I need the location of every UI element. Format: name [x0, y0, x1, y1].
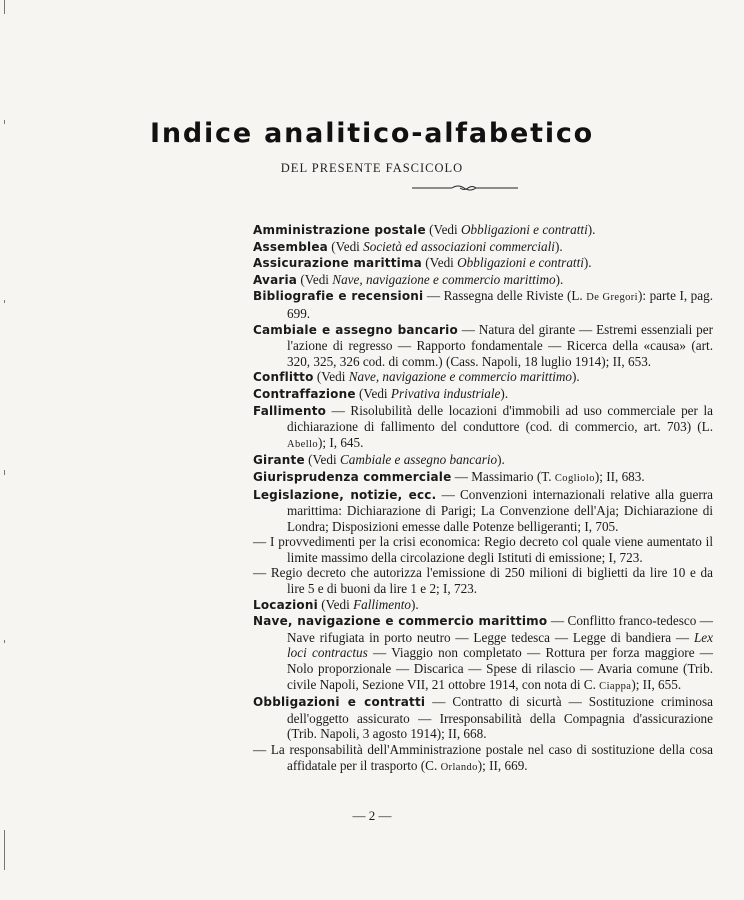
entry-text: (Vedi	[327, 238, 364, 254]
entry-reference: Nave, navigazione e commercio marittimo	[348, 369, 573, 385]
entry-heading: Assemblea	[253, 239, 328, 254]
index-entry	[253, 322, 713, 370]
entry-heading: Contraffazione	[253, 386, 356, 401]
entry-text: ); I, 645.	[317, 434, 364, 450]
binding-edge-mark	[4, 640, 5, 643]
page-subtitle: DEL PRESENTE FASCICOLO	[280, 161, 464, 175]
entry-text: (Vedi	[425, 222, 461, 237]
binding-edge-mark	[4, 470, 5, 475]
entry-text: — I provvedimenti per la crisi economica: Regio decreto col quale viene aumentato il limite massimo della circolazione degli Istituti di emissione; I, 723.	[253, 534, 713, 565]
entry-reference: Fallimento	[353, 596, 411, 612]
entry-author: Orlando	[440, 761, 478, 773]
index-entry	[253, 452, 713, 469]
entry-text: (Vedi	[355, 385, 391, 401]
entry-heading: Conflitto	[253, 370, 314, 385]
index-entry	[253, 239, 713, 256]
entry-reference: Obbligazioni e contratti	[457, 255, 584, 271]
entry-text: — Viaggio non completato — Rottura per forza maggiore — Nolo proporzionale — Discarica — Spese di rilascio — Avaria comune (Trib. civile Napoli, Sezione VII, 21 ottobre 1914, con nota di C.	[287, 645, 713, 692]
entry-text: — Massimario (T.	[451, 468, 555, 484]
entry-author: Abello	[287, 438, 318, 450]
entry-author: Cogliolo	[554, 472, 595, 484]
entry-text: (Vedi	[297, 271, 333, 287]
decorative-rule	[410, 183, 520, 193]
entry-heading: Amministrazione postale	[253, 223, 426, 237]
index-entry	[253, 694, 713, 742]
entry-text: — Risolubilità delle locazioni d'immobili ad uso commerciale per la dichiarazione di fallimento del conduttore (cod. di commercio, art. 703) (L.	[287, 402, 713, 435]
entry-text: ).	[500, 385, 509, 401]
index-entry	[253, 534, 713, 565]
entry-heading: Avaria	[253, 272, 298, 287]
index-entry	[253, 742, 713, 775]
entry-text: ); II, 669.	[477, 757, 528, 773]
page-number: — 2 —	[352, 808, 392, 823]
index-entry	[253, 565, 713, 596]
entry-text: — Conflitto franco-tedesco — Nave rifugiata in porto neutro — Legge tedesca — Legge di bandiera —	[287, 613, 713, 645]
entry-reference: Società ed associazioni commerciali	[363, 238, 555, 254]
index-entry	[253, 597, 713, 614]
entry-text: ).	[554, 238, 563, 254]
entry-heading: Nave, navigazione e commercio marittimo	[253, 614, 548, 629]
entry-author: Ciappa	[599, 680, 632, 692]
entry-heading: Legislazione, notizie, ecc.	[253, 487, 437, 502]
entry-text: ).	[572, 369, 580, 385]
entry-reference: Lex loci contractus	[287, 629, 713, 661]
entry-text: — Convenzioni internazionali relative alla guerra marittima: Dichiarazione di Parigi; La Convenzione dell'Aja; Dichiarazione di Londra; Disposizioni emesse dalle Potenze belligeranti; I, 705.	[287, 486, 713, 534]
entry-text: ); II, 655.	[631, 676, 682, 692]
entry-text: — La responsabilità dell'Amministrazione postale nel caso di sostituzione della cosa affidatale per il trasporto (C.	[253, 742, 713, 773]
entry-reference: Nave, navigazione e commercio marittimo	[332, 271, 556, 287]
index-entry	[253, 222, 713, 239]
index-entry	[253, 369, 713, 386]
index-entry	[253, 288, 713, 321]
index-entry	[253, 469, 713, 487]
index-entry	[253, 613, 713, 694]
index-entry	[253, 386, 713, 403]
entry-heading: Obbligazioni e contratti	[253, 695, 426, 710]
entry-text: ).	[583, 255, 592, 271]
entry-heading: Assicurazione marittima	[253, 256, 422, 271]
entry-text: ).	[497, 452, 505, 468]
index-list	[253, 222, 713, 775]
index-entry	[253, 487, 713, 535]
entry-text: — Regio decreto che autorizza l'emissione di 250 milioni di biglietti da lire 10 e da lire 5 e di buoni da lire 1 e 2; I, 723.	[253, 565, 713, 597]
entry-reference: Cambiale e assegno bancario	[339, 452, 498, 468]
entry-text: ): parte I, pag. 699.	[287, 288, 713, 321]
entry-text: — Rassegna delle Riviste (L.	[423, 288, 587, 304]
entry-text: ); II, 683.	[594, 468, 645, 484]
entry-text: (Vedi	[317, 596, 354, 612]
entry-author: De Gregori	[586, 292, 638, 304]
page-title: Indice analitico-alfabetico	[149, 118, 595, 149]
entry-reference: Obbligazioni e contratti	[461, 222, 588, 237]
entry-text: (Vedi	[304, 452, 340, 468]
entry-heading: Bibliografie e recensioni	[253, 289, 424, 304]
binding-edge-mark	[4, 0, 5, 14]
index-entry	[253, 403, 713, 453]
entry-text: — Contratto di sicurtà — Sostituzione criminosa dell'oggetto assicurato — Irresponsabilità della Compagnia d'assicurazione (Trib. Napoli, 3 agosto 1914); II, 668.	[287, 694, 714, 742]
entry-text: — Natura del girante — Estremi essenziali per l'azione di regresso — Rapporto fondamentale — Ricerca della «causa» (art. 320, 325, 326 cod. di comm.) (Cass. Napoli, 18 luglio 1914); II, 653.	[287, 321, 713, 369]
entry-heading: Cambiale e assegno bancario	[253, 322, 458, 337]
binding-edge-mark	[4, 830, 5, 870]
entry-heading: Locazioni	[253, 597, 318, 612]
index-entry	[253, 255, 713, 272]
entry-heading: Giurisprudenza commerciale	[253, 469, 452, 484]
entry-text: ).	[587, 222, 596, 237]
index-entry	[253, 272, 713, 289]
entry-reference: Privativa industriale	[390, 385, 501, 401]
entry-heading: Fallimento	[253, 403, 327, 418]
entry-text: (Vedi	[313, 369, 349, 385]
entry-heading: Girante	[253, 453, 305, 468]
binding-edge-mark	[4, 300, 5, 303]
entry-text: ).	[410, 596, 419, 612]
entry-text: ).	[555, 271, 564, 287]
entry-text: (Vedi	[421, 255, 458, 271]
